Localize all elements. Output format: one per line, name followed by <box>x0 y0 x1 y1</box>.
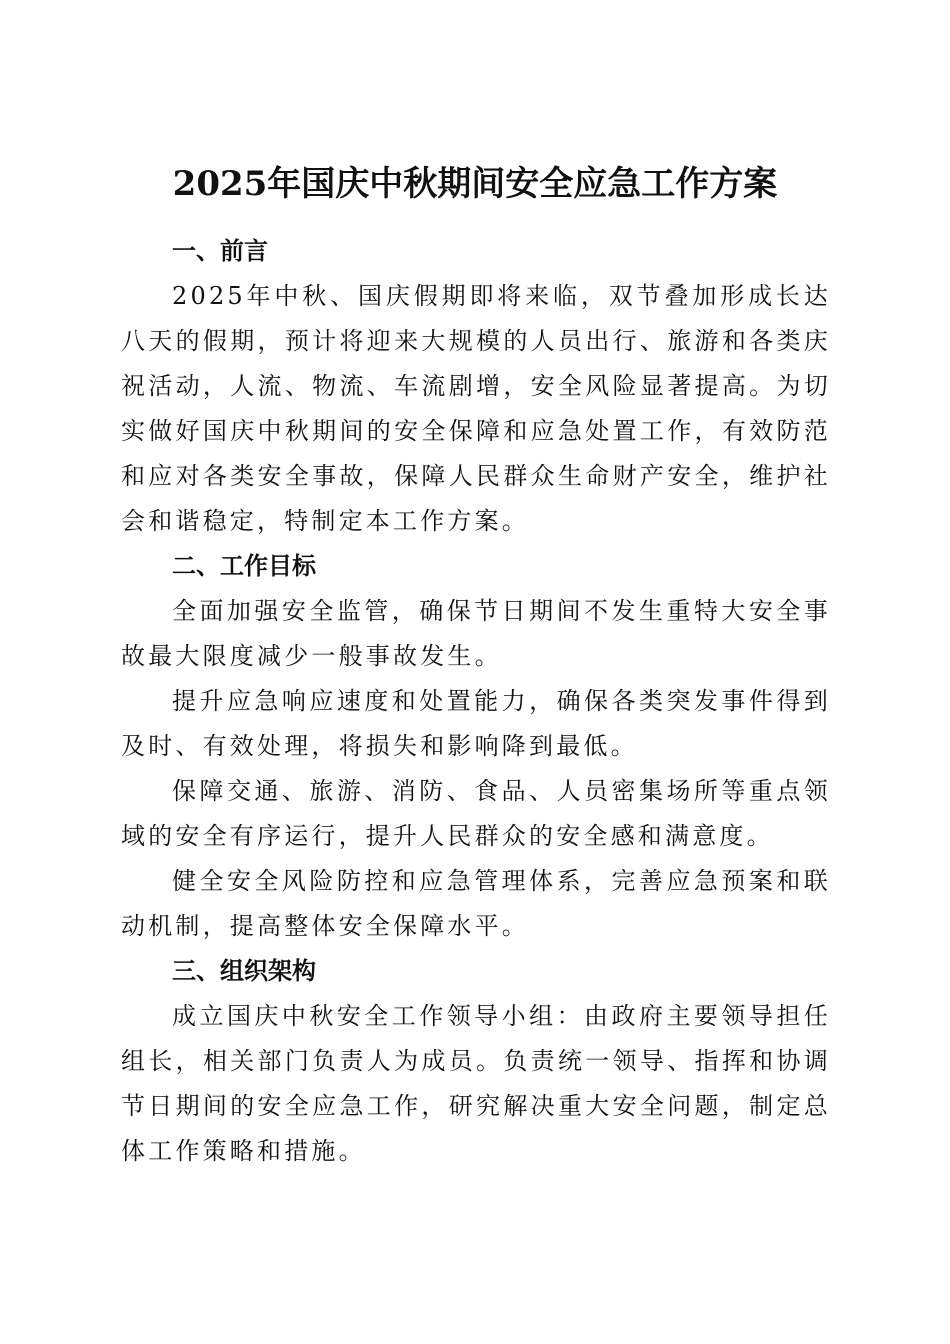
paragraph-goal-4: 健全安全风险防控和应急管理体系，完善应急预案和联动机制，提高整体安全保障水平。 <box>121 867 831 940</box>
section-heading-preface: 一、前言 <box>172 237 268 265</box>
paragraph-organization: 成立国庆中秋安全工作领导小组：由政府主要领导担任组长，相关部门负责人为成员。负责统一领导、指挥和协调节日期间的安全应急工作，研究解决重大安全问题，制定总体工作策略和措施。 <box>121 1002 831 1165</box>
paragraph-goal-1: 全面加强安全监管，确保节日期间不发生重特大安全事故最大限度减少一般事故发生。 <box>121 597 831 670</box>
paragraph-preface: 2025年中秋、国庆假期即将来临，双节叠加形成长达八天的假期，预计将迎来大规模的人员出行、旅游和各类庆祝活动，人流、物流、车流剧增，安全风险显著提高。为切实做好国庆中秋期间的安全保障和应急处置工作，有效防范和应对各类安全事故，保障人民群众生命财产安全，维护社会和谐稳定，特制定本工作方案。 <box>121 282 831 535</box>
section-heading-goals: 二、工作目标 <box>172 552 316 580</box>
document-body <box>121 229 831 1174</box>
paragraph-goal-3: 保障交通、旅游、消防、食品、人员密集场所等重点领域的安全有序运行，提升人民群众的安全感和满意度。 <box>121 777 831 850</box>
paragraph-goal-2: 提升应急响应速度和处置能力，确保各类突发事件得到及时、有效处理，将损失和影响降到最低。 <box>121 687 831 760</box>
section-heading-organization: 三、组织架构 <box>172 957 316 985</box>
document-title: 2025年国庆中秋期间安全应急工作方案 <box>172 163 778 204</box>
